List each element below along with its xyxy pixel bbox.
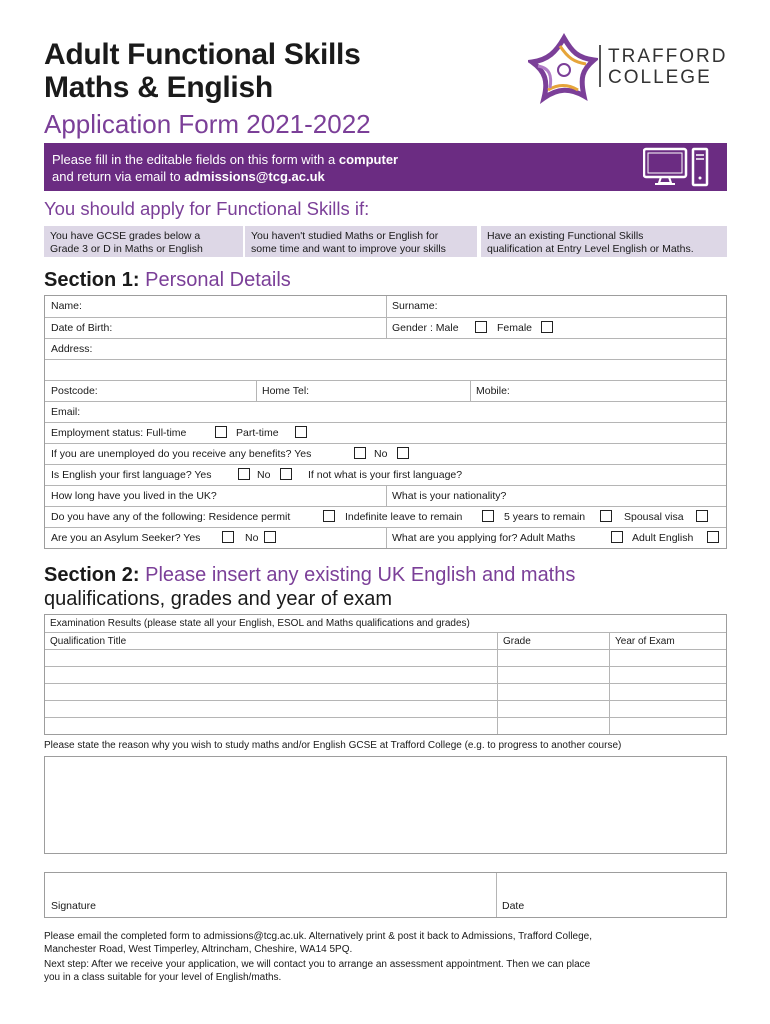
footer-para2-line2: you in a class suitable for your level of English/maths.	[44, 972, 282, 983]
nationality-label: What is your nationality?	[392, 490, 507, 502]
personal-details-form	[44, 295, 727, 549]
gender-female-checkbox[interactable]	[541, 321, 553, 333]
employment-fulltime-checkbox[interactable]	[215, 426, 227, 438]
form-row-asylum-applying	[45, 527, 726, 548]
trafford-college-logo	[528, 32, 733, 112]
qualification-row[interactable]	[45, 700, 726, 717]
criteria-2-line-1: You haven't studied Maths or English for	[251, 230, 439, 242]
english-first-no-label: No	[257, 469, 271, 481]
name-label: Name:	[51, 300, 82, 312]
employment-parttime-label: Part-time	[236, 427, 279, 439]
five-years-checkbox[interactable]	[600, 510, 612, 522]
english-first-no-checkbox[interactable]	[280, 468, 292, 480]
section-2-title	[44, 563, 575, 611]
form-row-email[interactable]	[45, 401, 726, 422]
employment-label: Employment status: Full-time	[51, 427, 187, 439]
form-title-block	[44, 38, 524, 140]
qualification-row[interactable]	[45, 683, 726, 700]
address-label: Address:	[51, 343, 93, 355]
indefinite-leave-label: Indefinite leave to remain	[345, 511, 463, 523]
reason-label: Please state the reason why you wish to study maths and/or English GCSE at Trafford College (e.g. to progress to another course)	[44, 740, 622, 751]
asylum-no-label: No	[245, 532, 259, 544]
footer-next-step	[44, 958, 727, 984]
col-grade: Grade	[503, 636, 531, 647]
divider	[497, 667, 498, 683]
form-subtitle: Application Form 2021-2022	[44, 109, 371, 139]
divider	[386, 296, 387, 317]
divider	[497, 684, 498, 700]
divider	[386, 318, 387, 338]
five-years-label: 5 years to remain	[504, 511, 586, 523]
qualification-row[interactable]	[45, 666, 726, 683]
section-2-name-line-2: qualifications, grades and year of exam	[44, 588, 392, 610]
adult-maths-checkbox[interactable]	[611, 531, 623, 543]
do-you-have-label: Do you have any of the following: Residence permit	[51, 511, 291, 523]
spousal-visa-label: Spousal visa	[624, 511, 684, 523]
benefits-no-label: No	[374, 448, 388, 460]
reason-textarea[interactable]	[44, 756, 727, 854]
signature-label: Signature	[51, 900, 96, 912]
section-2-name-line-1: Please insert any existing UK English and maths	[145, 564, 576, 586]
star-swirl-logo-icon	[528, 32, 598, 112]
divider	[386, 486, 387, 506]
exam-results-header: Examination Results (please state all your English, ESOL and Maths qualifications and grades)	[50, 618, 470, 629]
criteria-1-line-2: Grade 3 or D in Maths or English	[50, 243, 203, 255]
criteria-box-1	[44, 226, 243, 257]
col-qualification-title: Qualification Title	[50, 636, 127, 647]
logo-line-2: COLLEGE	[608, 67, 712, 88]
applying-for-label: What are you applying for? Adult Maths	[392, 532, 576, 544]
banner-text-c: and return via email to	[52, 169, 185, 184]
email-label: Email:	[51, 406, 81, 418]
postcode-label: Postcode:	[51, 385, 98, 397]
form-title-line-2: Maths & English	[44, 71, 273, 104]
employment-parttime-checkbox[interactable]	[295, 426, 307, 438]
col-year-of-exam: Year of Exam	[615, 636, 675, 647]
benefits-yes-checkbox[interactable]	[354, 447, 366, 459]
dob-label: Date of Birth:	[51, 322, 113, 334]
section-2-number: Section 2:	[44, 564, 140, 586]
qualification-row[interactable]	[45, 649, 726, 666]
divider	[609, 684, 610, 700]
adult-english-checkbox[interactable]	[707, 531, 719, 543]
banner-email: admissions@tcg.ac.uk	[184, 169, 325, 184]
gender-female-label: Female	[497, 322, 533, 334]
computer-icon	[643, 147, 713, 187]
footer-para1-line2: Manchester Road, West Timperley, Altrincham, Cheshire, WA14 5PQ.	[44, 944, 353, 955]
english-first-label: Is English your first language? Yes	[51, 469, 212, 481]
form-row-residency	[45, 485, 726, 506]
form-row-visa-status	[45, 506, 726, 527]
footer-para1-line1: Please email the completed form to admissions@tcg.ac.uk. Alternatively print & post it back to Admissions, Trafford College,	[44, 931, 592, 942]
footer-para2-line1: Next step: After we receive your application, we will contact you to arrange an assessment appointment. Then we can place	[44, 959, 591, 970]
form-row-address-line-2[interactable]	[45, 359, 726, 380]
divider	[470, 381, 471, 401]
benefits-label: If you are unemployed do you receive any benefits? Yes	[51, 448, 312, 460]
section-1-name: Personal Details	[145, 269, 291, 291]
qualifications-column-row	[45, 632, 726, 649]
qualifications-header-row	[45, 615, 726, 632]
benefits-no-checkbox[interactable]	[397, 447, 409, 459]
criteria-box-2	[243, 226, 477, 257]
form-title-line-1: Adult Functional Skills	[44, 38, 361, 71]
banner-text-b: computer	[338, 152, 399, 167]
divider	[256, 381, 257, 401]
date-label: Date	[502, 900, 525, 912]
form-row-employment	[45, 422, 726, 443]
form-row-address[interactable]	[45, 338, 726, 359]
home-tel-label: Home Tel:	[262, 385, 310, 397]
adult-english-label: Adult English	[632, 532, 694, 544]
form-row-benefits	[45, 443, 726, 464]
form-row-name	[45, 296, 726, 317]
asylum-no-checkbox[interactable]	[264, 531, 276, 543]
indefinite-leave-checkbox[interactable]	[482, 510, 494, 522]
form-row-dob	[45, 317, 726, 338]
logo-wordmark	[608, 46, 727, 88]
divider	[497, 701, 498, 717]
apply-heading: You should apply for Functional Skills if:	[44, 198, 370, 219]
surname-label: Surname:	[392, 300, 438, 312]
mobile-label: Mobile:	[476, 385, 510, 397]
footer-instructions	[44, 930, 727, 956]
divider	[609, 701, 610, 717]
instructions-banner	[44, 143, 727, 191]
spousal-visa-checkbox[interactable]	[696, 510, 708, 522]
section-1-title	[44, 268, 291, 292]
criteria-3-line-2: qualification at Entry Level English or Maths.	[487, 243, 694, 255]
criteria-2-line-2: some time and want to improve your skills	[251, 243, 446, 255]
divider	[496, 873, 497, 917]
banner-text-a: Please fill in the editable fields on this form with a	[52, 152, 339, 167]
criteria-box-3	[479, 226, 727, 257]
logo-line-1: TRAFFORD	[608, 46, 728, 67]
signature-box	[44, 872, 727, 918]
residence-permit-checkbox[interactable]	[323, 510, 335, 522]
divider	[609, 650, 610, 666]
gender-male-checkbox[interactable]	[475, 321, 487, 333]
divider	[497, 650, 498, 666]
form-row-first-language	[45, 464, 726, 485]
divider	[497, 718, 498, 734]
qualification-row[interactable]	[45, 717, 726, 734]
logo-divider	[599, 45, 601, 87]
english-first-yes-checkbox[interactable]	[238, 468, 250, 480]
asylum-yes-checkbox[interactable]	[222, 531, 234, 543]
how-long-label: How long have you lived in the UK?	[51, 490, 217, 502]
divider	[609, 718, 610, 734]
criteria-3-line-1: Have an existing Functional Skills	[487, 230, 644, 242]
divider	[609, 667, 610, 683]
divider	[386, 528, 387, 548]
if-not-first-language-label: If not what is your first language?	[308, 469, 463, 481]
asylum-label: Are you an Asylum Seeker? Yes	[51, 532, 201, 544]
qualifications-table	[44, 614, 727, 735]
criteria-1-line-1: You have GCSE grades below a	[50, 230, 201, 242]
gender-label: Gender : Male	[392, 322, 459, 334]
section-1-number: Section 1:	[44, 269, 140, 291]
form-row-contact	[45, 380, 726, 401]
